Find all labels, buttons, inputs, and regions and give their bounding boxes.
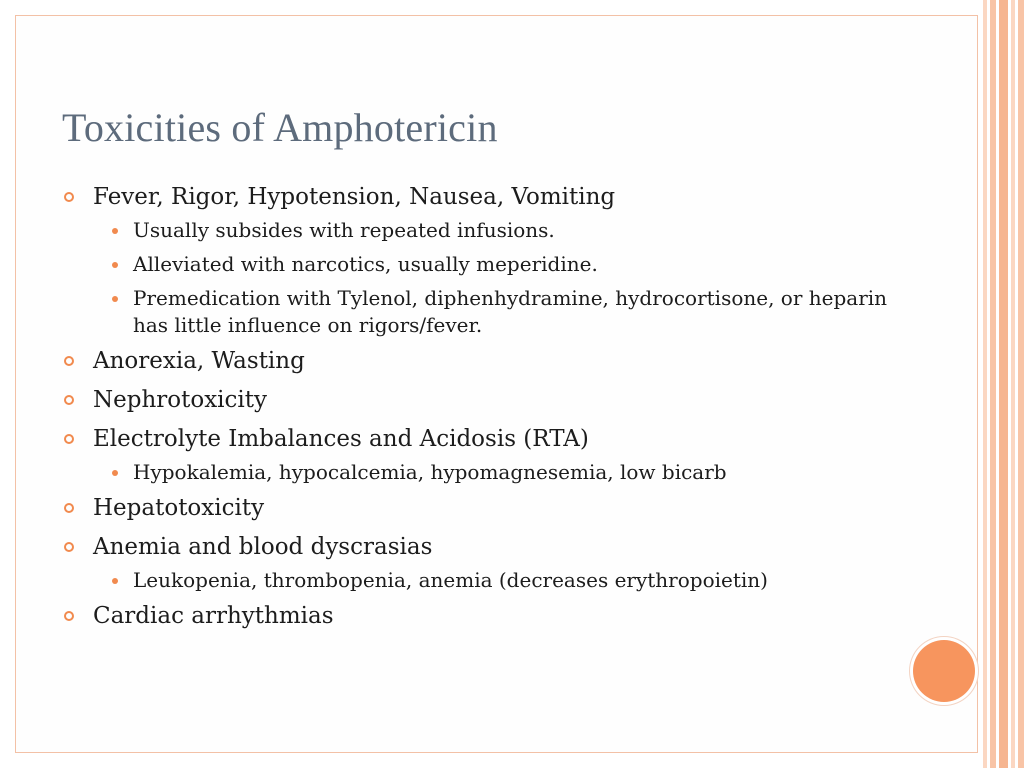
bullet-text: Hepatotoxicity [93, 495, 265, 521]
dot-bullet-icon [112, 578, 118, 584]
sub-bullet-list [62, 217, 922, 339]
bullet-item [62, 182, 922, 212]
bullet-text: Electrolyte Imbalances and Acidosis (RTA) [93, 426, 589, 452]
circle-bullet-icon [64, 395, 74, 405]
sub-bullet-text: Hypokalemia, hypocalcemia, hypomagnesemia, low bicarb [133, 460, 727, 484]
circle-bullet-icon [64, 611, 74, 621]
sub-bullet-item [62, 567, 922, 594]
sub-bullet-item [62, 459, 922, 486]
circle-bullet-icon [64, 192, 74, 202]
stripe [1018, 0, 1024, 768]
sub-bullet-item [62, 217, 922, 244]
sub-bullet-item [62, 285, 922, 339]
dot-bullet-icon [112, 262, 118, 268]
bullet-item [62, 424, 922, 454]
bullet-item [62, 532, 922, 562]
decorative-circle [913, 640, 975, 702]
bullet-text: Cardiac arrhythmias [93, 603, 334, 629]
stripe [999, 0, 1008, 768]
bullet-item [62, 385, 922, 415]
circle-bullet-icon [64, 356, 74, 366]
stripe [983, 0, 987, 768]
bullet-text: Fever, Rigor, Hypotension, Nausea, Vomiting [93, 184, 616, 210]
bullet-item [62, 346, 922, 376]
stripe [990, 0, 996, 768]
bullet-list [62, 182, 922, 640]
circle-bullet-icon [64, 434, 74, 444]
sub-bullet-list [62, 459, 922, 486]
sub-bullet-list [62, 567, 922, 594]
sub-bullet-text: Leukopenia, thrombopenia, anemia (decreases erythropoietin) [133, 568, 768, 592]
sub-bullet-text: Alleviated with narcotics, usually meperidine. [133, 252, 598, 276]
circle-bullet-icon [64, 542, 74, 552]
dot-bullet-icon [112, 296, 118, 302]
stripe [1011, 0, 1015, 768]
bullet-text: Nephrotoxicity [93, 387, 268, 413]
bullet-text: Anorexia, Wasting [93, 348, 305, 374]
sub-bullet-text: Usually subsides with repeated infusions. [133, 218, 555, 242]
circle-bullet-icon [64, 503, 74, 513]
dot-bullet-icon [112, 470, 118, 476]
sub-bullet-text: Premedication with Tylenol, diphenhydramine, hydrocortisone, or heparin has little influence on rigors/fever. [133, 286, 888, 337]
bullet-text: Anemia and blood dyscrasias [93, 534, 433, 560]
dot-bullet-icon [112, 228, 118, 234]
sub-bullet-item [62, 251, 922, 278]
bullet-item [62, 601, 922, 631]
slide-title: Toxicities of Amphotericin [62, 105, 498, 150]
bullet-item [62, 493, 922, 523]
